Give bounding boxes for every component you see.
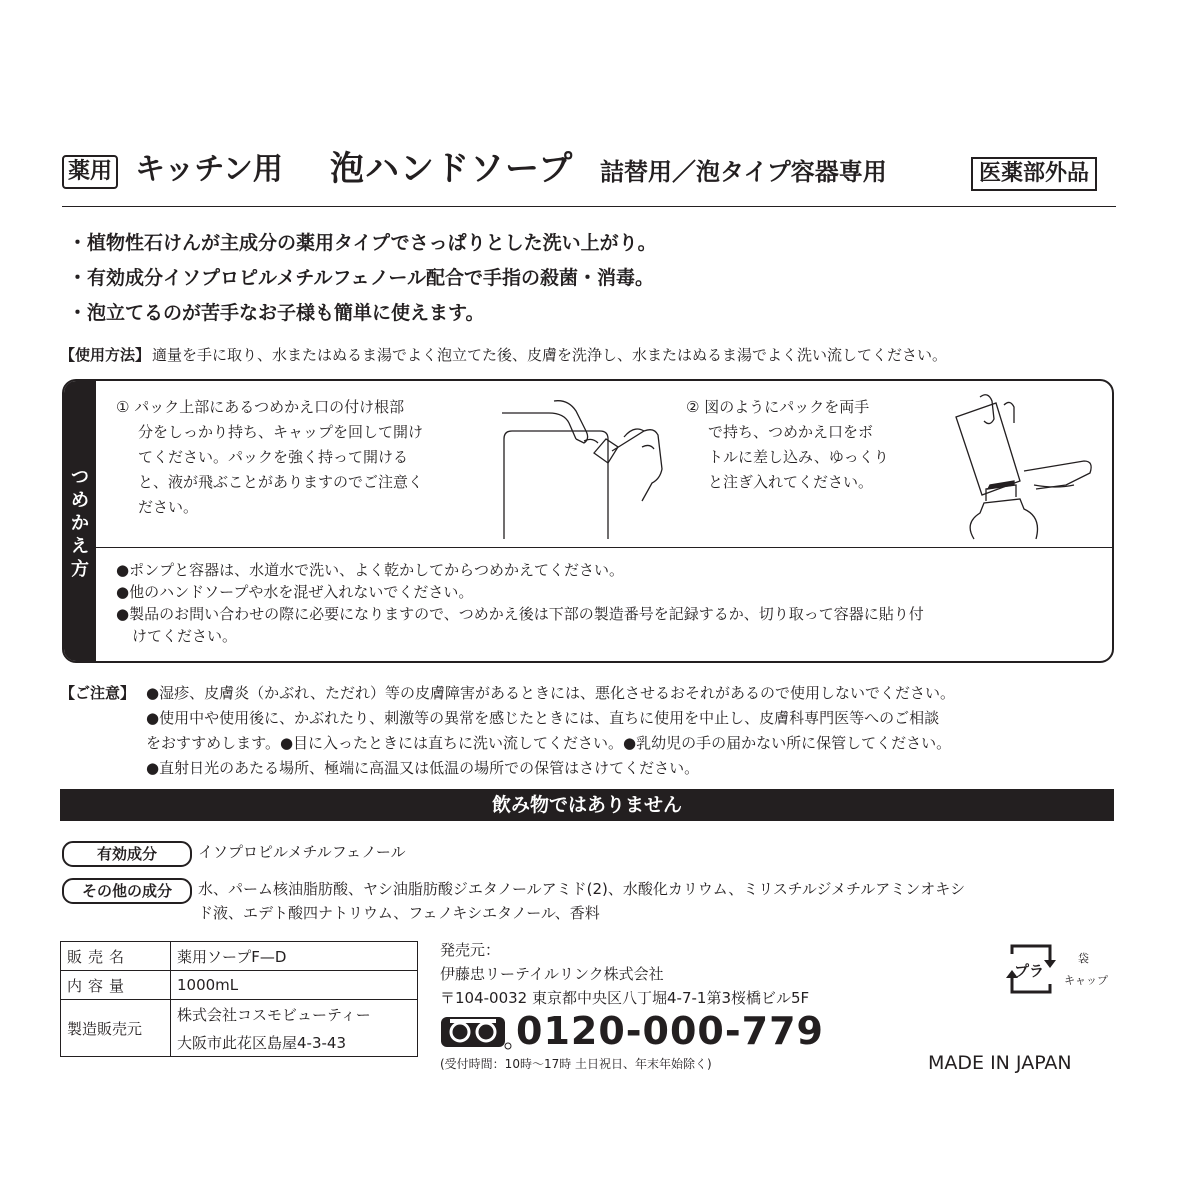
step-line: ださい。 [138, 498, 199, 516]
product-info-table [60, 941, 418, 1057]
usage-label: 【使用方法】 [60, 346, 151, 364]
usage-text: 適量を手に取り、水またはぬるま湯でよく泡立てた後、皮膚を洗浄し、水またはぬるま湯でよく洗い流してください。 [152, 346, 948, 364]
step-line: で持ち、つめかえ口をボ [708, 423, 874, 441]
step-line: と注ぎ入れてください。 [708, 473, 874, 491]
product-title-foam-soap: 泡ハンドソープ [330, 149, 574, 189]
recycle-plastic-icon [1000, 940, 1062, 998]
refill-step-2 [686, 395, 889, 495]
info-value: 薬用ソープF—D [171, 942, 418, 971]
info-value: 1000mL [171, 971, 418, 1000]
caution-line: をおすすめします。●目に入ったときには直ちに洗い流してください。●乳幼児の手の届かない所に保管してください。 [146, 734, 952, 752]
seller-company: 伊藤忠リーテイルリンク株式会社 [440, 965, 664, 983]
step-line: ② 図のようにパックを両手 [686, 398, 870, 416]
other-ingredients-label: その他の成分 [62, 878, 192, 904]
caution-label: 【ご注意】 [60, 684, 136, 702]
caution-line: ●使用中や使用後に、かぶれたり、刺激等の異常を感じたときには、直ちに使用を中止し、皮膚科専門医等へのご相談 [146, 709, 940, 727]
caution-line: ●湿疹、皮膚炎（かぶれ、ただれ）等の皮膚障害があるときには、悪化させるおそれがあるので使用しないでください。 [146, 684, 955, 702]
refill-note: ●製品のお問い合わせの際に必要になりますので、つめかえ後は下部の製造番号を記録するか、切り取って容器に貼り付 [116, 605, 924, 623]
seller-address: 〒104-0032 東京都中央区八丁堀4-7-1第3桜橋ビル5F [440, 989, 810, 1007]
recycle-mark-text: プラ [1014, 962, 1045, 980]
recycle-item-bag: 袋 [1078, 952, 1089, 965]
active-ingredient-label: 有効成分 [62, 841, 192, 867]
refill-divider [96, 547, 1112, 548]
refill-note: けてください。 [132, 627, 238, 645]
medicated-badge: 薬用 [62, 155, 118, 189]
product-subtitle: 詰替用／泡タイプ容器専用 [600, 158, 887, 186]
refill-step-1 [116, 395, 423, 520]
active-ingredient-value: イソプロピルメチルフェノール [198, 843, 406, 861]
product-title-kitchen: キッチン用 [135, 152, 283, 187]
refill-instructions-box [62, 379, 1114, 663]
refill-open-cap-illustration [494, 391, 714, 541]
info-key: 内容量 [61, 971, 171, 1000]
refill-side-bar [64, 381, 96, 661]
free-dial-icon [440, 1016, 512, 1052]
table-row [61, 1000, 418, 1029]
refill-pour-illustration [944, 389, 1114, 544]
phone-number: 0120-000-779 [516, 1009, 824, 1053]
table-row [61, 942, 418, 971]
step-line: 分をしっかり持ち、キャップを回して開け [138, 423, 424, 441]
recycle-item-cap: キャップ [1064, 974, 1108, 987]
feature-item: ・有効成分イソプロピルメチルフェノール配合で手指の殺菌・消毒。 [68, 267, 654, 289]
step-line: と、液が飛ぶことがありますのでご注意く [138, 473, 424, 491]
quasi-drug-badge: 医薬部外品 [971, 157, 1097, 191]
not-a-drink-warning: 飲み物ではありません [60, 789, 1114, 821]
refill-side-label: つめかえ方 [71, 467, 89, 580]
refill-note: ●ポンプと容器は、水道水で洗い、よく乾かしてからつめかえてください。 [116, 561, 624, 579]
info-value: 株式会社コスモビューティー [171, 1000, 418, 1029]
info-key: 製造販売元 [61, 1000, 171, 1057]
info-value: 大阪市此花区島屋4-3-43 [171, 1028, 418, 1057]
caution-line: ●直射日光のあたる場所、極端に高温又は低温の場所での保管はさけてください。 [146, 759, 700, 777]
step-line: ① パック上部にあるつめかえ口の付け根部 [116, 398, 405, 416]
reception-hours: (受付時間：10時～17時 土日祝日、年末年始除く) [440, 1057, 712, 1071]
made-in-japan: MADE IN JAPAN [928, 1052, 1072, 1074]
other-ingredients-line: 水、パーム核油脂肪酸、ヤシ油脂肪酸ジエタノールアミド(2)、水酸化カリウム、ミリスチルジメチルアミンオキシ [198, 880, 966, 898]
seller-label: 発売元： [440, 941, 501, 959]
refill-note: ●他のハンドソープや水を混ぜ入れないでください。 [116, 583, 474, 601]
header-divider [62, 206, 1116, 207]
feature-item: ・泡立てるのが苦手なお子様も簡単に使えます。 [68, 302, 485, 324]
info-key: 販売名 [61, 942, 171, 971]
table-row [61, 971, 418, 1000]
step-line: てください。パックを強く持って開ける [138, 448, 409, 466]
step-line: トルに差し込み、ゆっくり [708, 448, 889, 466]
feature-item: ・植物性石けんが主成分の薬用タイプでさっぱりとした洗い上がり。 [68, 232, 657, 254]
other-ingredients-line: ド液、エデト酸四ナトリウム、フェノキシエタノール、香料 [198, 904, 600, 922]
